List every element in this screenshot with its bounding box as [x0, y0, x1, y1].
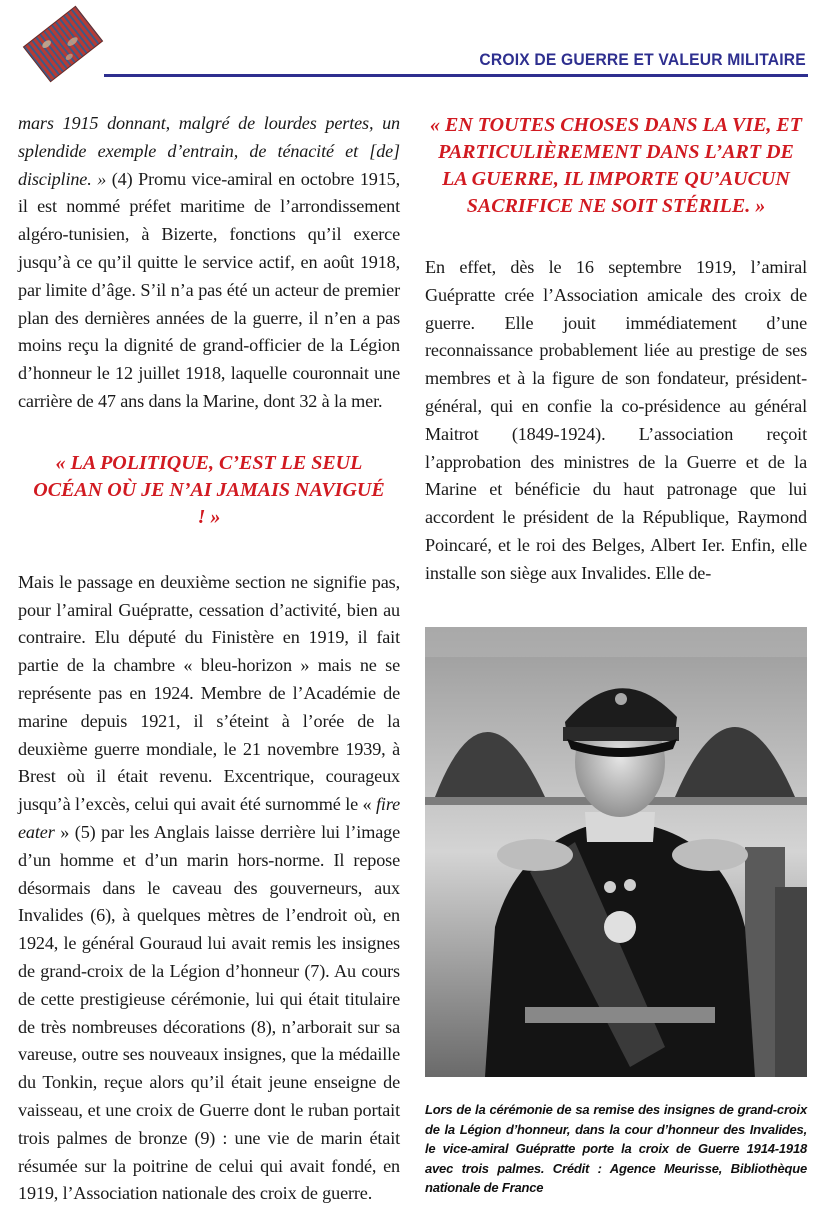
croix-de-guerre-ribbon-icon: [20, 4, 106, 84]
body-paragraph: En effet, dès le 16 septembre 1919, l’amiral Guépratte crée l’Association amicale des croix de guerre. Elle jouit immédiatement d’une reconnaissance probablement liée au prestige de ses membres et à la figure de son fondateur, président-général, qui en confie la co-présidence au général Maitrot (1849-1924). L’association reçoit l’approbation des ministres de la Guerre et de la Marine et bénéficie du haut patronage que lui accordent le président de la République, Raymond Poincaré, et le roi des Belges, Albert Ier. Enfin, elle installe son siège aux Invalides. Elle de-: [425, 257, 807, 583]
left-column: [18, 110, 400, 1208]
body-paragraph: [18, 569, 400, 1208]
italic-quote-text: mars 1915 donnant, malgré de lourdes pertes, un splendide exemple d’entrain, de ténacité et [de] discipline. »: [18, 113, 400, 189]
paragraph-text: (4) Promu vice-amiral en octobre 1915, il est nommé préfet maritime de l’arrondissement algéro-tunisien, à Bizerte, fonctions qu’il exerce jusqu’à ce qu’il quitte le service actif, en août 1918, par limite d’âge. S’il n’a pas été un acteur de premier plan des dernières années de la guerre, il n’en a pas moins reçu la dignité de grand-officier de la Légion d’honneur le 12 juillet 1918, laquelle couronnait une carrière de 47 ans dans la Marine, dont 32 à la mer.: [18, 168, 400, 411]
pull-quote: « LA POLITIQUE, C’EST LE SEUL OCÉAN OÙ JE N’AI JAMAIS NAVIGUÉ ! »: [33, 451, 385, 528]
pull-quote: « EN TOUTES CHOSES DANS LA VIE, ET PARTICULIÈREMENT DANS L’ART DE LA GUERRE, IL IMPORTE QU’AUCUN SACRIFICE NE SOIT STÉRILE. »: [430, 114, 802, 217]
italic-term: fire eater: [18, 794, 400, 842]
paragraph-text: » (5) par les Anglais laisse derrière lui l’image d’un homme et d’un marin hors-norme. Il repose désormais dans le caveau des gouverneurs, aux Invalides (6), à quelques mètres de l’endroit où, en 1924, le général Gouraud lui avait remis les insignes de grand-croix de la Légion d’honneur (7). Au cours de cette prestigieuse cérémonie, lui qui était titulaire de très nombreuses décorations (8), n’arborait sur sa vareuse, outre ses nouveaux insignes, que la médaille du Tonkin, reçue alors qu’il était jeune enseigne de vaisseau, et une croix de Guerre dont le ruban portait trois palmes de bronze (9) : une vie de marin était résumée sur la poitrine de celui qui avait fondé, en 1919, l’Association nationale des croix de guerre.: [18, 821, 400, 1204]
admiral-portrait-photo: [425, 627, 807, 1077]
right-column: [425, 110, 807, 588]
paragraph-text: Mais le passage en deuxième section ne signifie pas, pour l’amiral Guépratte, cessation d’activité, bien au contraire. Elu député du Finistère en 1919, il fait partie de la chambre « bleu-horizon » mais ne se représente pas en 1924. Membre de l’Académie de marine depuis 1921, il s’éteint à l’orée de la deuxième guerre mondiale, le 21 novembre 1939, à Brest où il était revenu. Excentrique, courageux jusqu’à l’excès, celui qui avait été surnommé le «: [18, 571, 400, 815]
body-paragraph: [18, 110, 400, 416]
section-title: CROIX DE GUERRE ET VALEUR MILITAIRE: [479, 50, 806, 69]
header-rule: [104, 74, 808, 77]
photo-caption: Lors de la cérémonie de sa remise des insignes de grand-croix de la Légion d’honneur, dans la cour d’honneur des Invalides, le vice-amiral Guépratte porte la croix de Guerre 1914-1918 avec trois palmes. Crédit : Agence Meurisse, Bibliothèque nationale de France: [425, 1102, 807, 1195]
